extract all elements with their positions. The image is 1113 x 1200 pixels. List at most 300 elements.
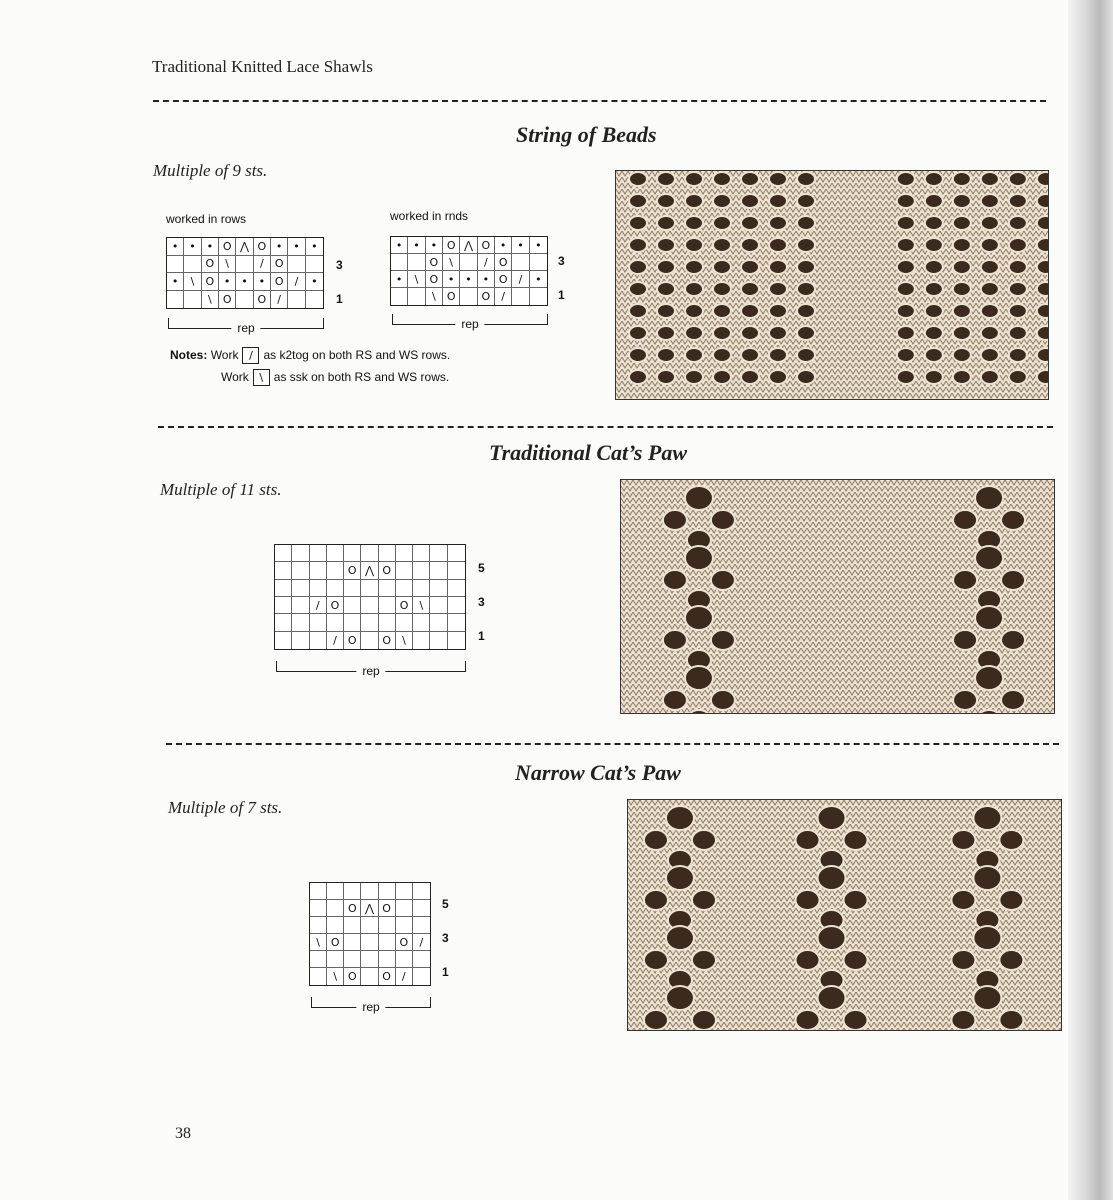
chart-cell: O [327,934,344,951]
eyelet-hole [973,926,1001,950]
chart-cell [306,256,323,274]
eyelet-hole [999,950,1023,970]
eyelet-hole [685,172,703,186]
eyelet-hole [975,486,1003,510]
chart-cell [275,562,292,579]
eyelet-hole [629,348,647,362]
eyelet-hole [973,866,1001,890]
chart-cell [361,917,378,934]
eyelet-hole [711,690,735,710]
chart-cell: \ [184,273,201,291]
chart-cell [413,614,430,631]
chart-cell: O [379,632,396,649]
chart-cell [361,597,378,614]
chart-cell [344,580,361,597]
eyelet-hole [1001,690,1025,710]
chart-cell: / [254,256,271,274]
chart-cell: • [288,238,305,256]
chart-cell [430,597,447,614]
eyelet-hole [953,690,977,710]
eyelet-hole [657,194,675,208]
eyelet-hole [629,172,647,186]
lace-swatch-photo [615,170,1049,400]
eyelet-hole [818,866,846,890]
chart-cell [413,900,430,917]
chart-cell: O [219,291,236,309]
eyelet-hole [657,260,675,274]
chart-cell [361,614,378,631]
eyelet-hole [797,326,815,340]
eyelet-hole [741,238,759,252]
chart-cell: O [379,968,396,985]
note-line [170,366,450,388]
stitch-multiple: Multiple of 9 sts. [153,161,268,180]
eyelet-hole [897,216,915,230]
chart-cell [327,900,344,917]
row-number: 1 [442,965,449,979]
notes-heading: Notes: [170,348,208,362]
chart-cell: O [443,288,460,305]
chart-cell: ⋀ [361,562,378,579]
chart-cell: O [396,597,413,614]
eyelet-hole [1009,216,1027,230]
chart-cell: • [167,238,184,256]
eyelet-hole [897,238,915,252]
chart-cell [396,580,413,597]
eyelet-hole [741,348,759,362]
eyelet-hole [897,282,915,296]
eyelet-hole [663,570,687,590]
chart-cell: / [288,273,305,291]
chart-cell [361,934,378,951]
eyelet-hole [953,216,971,230]
chart-cell [413,951,430,968]
eyelet-hole [769,194,787,208]
chart-cell [413,632,430,649]
chart-cell [292,632,309,649]
chart-cell [344,883,361,900]
lace-texture [628,800,1061,1030]
eyelet-hole [897,326,915,340]
eyelet-hole [1009,348,1027,362]
repeat-label: rep [455,317,484,331]
eyelet-hole [663,690,687,710]
eyelet-hole [769,326,787,340]
eyelet-hole [711,630,735,650]
eyelet-hole [981,238,999,252]
eyelet-hole [769,238,787,252]
section-divider [158,426,1053,428]
eyelet-hole [629,304,647,318]
eyelet-hole [1037,216,1048,230]
eyelet-hole [1009,172,1027,186]
note-text: as k2tog on both RS and WS rows. [263,348,451,362]
chart-cell [448,545,465,562]
chart-cell [379,614,396,631]
chart-cell [292,614,309,631]
eyelet-hole [925,282,943,296]
chart-cell [396,951,413,968]
chart-label: worked in rnds [390,209,469,223]
repeat-bracket [168,318,324,335]
eyelet-hole [1037,238,1048,252]
chart-cell [184,256,201,274]
eyelet-hole [1037,282,1048,296]
chart-cell [344,614,361,631]
chart-cell [310,614,327,631]
eyelet-hole [769,172,787,186]
section-divider [153,100,1046,102]
chart-cell: O [254,291,271,309]
eyelet-hole [925,348,943,362]
chart-cell: \ [327,968,344,985]
eyelet-hole [925,326,943,340]
row-number: 3 [336,258,343,272]
eyelet-hole [629,216,647,230]
eyelet-hole [685,216,703,230]
eyelet-hole [975,666,1003,690]
chart-cell [379,545,396,562]
eyelet-hole [1037,370,1048,384]
chart-cell: O [495,271,512,288]
eyelet-hole [981,370,999,384]
eyelet-hole [975,606,1003,630]
k2tog-symbol-icon: / [242,347,259,364]
eyelet-hole [844,1010,868,1030]
eyelet-hole [953,510,977,530]
chart-cell [288,291,305,309]
chart-cell: • [495,237,512,254]
section-title: String of Beads [516,122,657,147]
chart-cell [327,545,344,562]
repeat-bracket [311,997,431,1014]
eyelet-hole [685,282,703,296]
chart-cell: O [426,254,443,271]
chart-cell [430,562,447,579]
eyelet-hole [796,1010,820,1030]
eyelet-hole [797,282,815,296]
chart-cell: • [306,238,323,256]
chart-cell: \ [413,597,430,614]
chart-cell: O [219,238,236,256]
chart-cell [306,291,323,309]
eyelet-hole [741,304,759,318]
chart-cell [379,917,396,934]
eyelet-hole [1009,282,1027,296]
stitch-multiple: Multiple of 7 sts. [168,798,283,817]
chart-cell [310,900,327,917]
chart-cell [448,580,465,597]
chart-cell: • [167,273,184,291]
eyelet-hole [713,216,731,230]
eyelet-hole [741,260,759,274]
chart-cell: ⋀ [460,237,477,254]
chart-cell [344,951,361,968]
chart-cell: \ [219,256,236,274]
chart-cell [236,291,253,309]
chart-cell [361,545,378,562]
chart-cell [344,917,361,934]
chart-cell: O [271,256,288,274]
eyelet-hole [844,950,868,970]
eyelet-hole [629,370,647,384]
eyelet-hole [713,172,731,186]
chart-cell [460,254,477,271]
chart-cell [448,597,465,614]
eyelet-hole [981,194,999,208]
eyelet-hole [797,238,815,252]
eyelet-hole [657,304,675,318]
chart-cell: / [327,632,344,649]
chart-cell [361,968,378,985]
eyelet-hole [951,890,975,910]
chart-notes [170,344,450,388]
chart-cell: • [408,237,425,254]
chart-cell [379,934,396,951]
eyelet-hole [657,172,675,186]
chart-cell: • [460,271,477,288]
chart-cell [448,632,465,649]
eyelet-hole [1009,260,1027,274]
chart-cell [361,580,378,597]
chart-cell [448,614,465,631]
eyelet-hole [685,370,703,384]
chart-cell: O [443,237,460,254]
chart-cell [327,614,344,631]
chart-cell: O [344,968,361,985]
chart-cell: \ [310,934,327,951]
chart-cell: • [512,237,529,254]
eyelet-hole [1037,326,1048,340]
row-number: 5 [442,897,449,911]
eyelet-hole [797,304,815,318]
eyelet-hole [666,926,694,950]
chart-cell [327,580,344,597]
eyelet-hole [629,194,647,208]
chart-cell [167,291,184,309]
chart-cell [310,580,327,597]
eyelet-hole [797,216,815,230]
eyelet-hole [981,282,999,296]
chart-cell: • [219,273,236,291]
eyelet-hole [1009,370,1027,384]
eyelet-hole [685,546,713,570]
eyelet-hole [796,830,820,850]
eyelet-hole [981,216,999,230]
chart-cell: O [344,632,361,649]
chart-cell: / [478,254,495,271]
chart-cell: O [379,562,396,579]
page-number: 38 [175,1125,191,1142]
chart-cell: / [396,968,413,985]
chart-cell [512,254,529,271]
chart-cell: • [478,271,495,288]
eyelet-hole [713,304,731,318]
chart-cell [413,545,430,562]
chart-cell [413,917,430,934]
eyelet-hole [1037,304,1048,318]
eyelet-hole [953,570,977,590]
eyelet-hole [769,370,787,384]
eyelet-hole [741,216,759,230]
eyelet-hole [1009,304,1027,318]
row-number: 3 [478,595,485,609]
chart-cell [430,545,447,562]
chart-cell [460,288,477,305]
chart-cell [310,883,327,900]
chart-cell [292,597,309,614]
chart-cell [430,580,447,597]
chart-cell: • [236,273,253,291]
chart-cell: • [426,237,443,254]
lace-swatch-photo [620,479,1055,714]
chart-cell: \ [426,288,443,305]
chart-cell: O [344,900,361,917]
chart-cell: O [254,238,271,256]
chart-cell [236,256,253,274]
stitch-multiple: Multiple of 11 sts. [160,480,282,499]
chart-cell [396,900,413,917]
eyelet-hole [685,666,713,690]
lace-swatch-photo [627,799,1062,1031]
chart-cell [391,288,408,305]
chart-cell: • [202,238,219,256]
chart-cell [408,288,425,305]
chart-cell: O [426,271,443,288]
chart-cell [275,545,292,562]
eyelet-hole [953,238,971,252]
row-number: 3 [558,254,565,268]
eyelet-hole [769,216,787,230]
eyelet-hole [953,260,971,274]
eyelet-hole [741,194,759,208]
eyelet-hole [685,326,703,340]
eyelet-hole [685,348,703,362]
eyelet-hole [797,172,815,186]
eyelet-hole [796,890,820,910]
row-number: 1 [478,629,485,643]
eyelet-hole [713,370,731,384]
eyelet-hole [897,304,915,318]
eyelet-hole [713,260,731,274]
eyelet-hole [844,830,868,850]
eyelet-hole [741,172,759,186]
eyelet-hole [925,194,943,208]
eyelet-hole [844,890,868,910]
chart-cell [379,951,396,968]
chart-cell: / [512,271,529,288]
chart-cell: • [306,273,323,291]
eyelet-hole [797,260,815,274]
chart-cell [292,580,309,597]
chart-cell: • [254,273,271,291]
chart-cell [512,288,529,305]
eyelet-hole [1001,510,1025,530]
chart-cell [275,614,292,631]
eyelet-hole [644,950,668,970]
eyelet-hole [769,282,787,296]
running-head: Traditional Knitted Lace Shawls [152,57,373,76]
eyelet-hole [713,238,731,252]
eyelet-hole [797,348,815,362]
chart-cell [379,580,396,597]
chart-cell [413,580,430,597]
chart-cell: \ [396,632,413,649]
chart-cell: \ [202,291,219,309]
eyelet-hole [797,194,815,208]
chart-cell [396,545,413,562]
eyelet-hole [818,806,846,830]
eyelet-hole [818,926,846,950]
eyelet-hole [685,606,713,630]
chart-cell [379,883,396,900]
eyelet-hole [953,282,971,296]
chart-cell [408,254,425,271]
eyelet-hole [897,370,915,384]
eyelet-hole [925,304,943,318]
ssk-symbol-icon: \ [253,369,270,386]
chart-cell: O [495,254,512,271]
eyelet-hole [925,260,943,274]
chart-cell [413,883,430,900]
eyelet-hole [999,890,1023,910]
eyelet-hole [657,370,675,384]
chart-cell [327,883,344,900]
eyelet-hole [953,326,971,340]
eyelet-hole [666,806,694,830]
chart-cell [448,562,465,579]
eyelet-hole [713,282,731,296]
chart-cell [530,254,547,271]
eyelet-hole [657,326,675,340]
chart-cell: / [495,288,512,305]
eyelet-hole [644,1010,668,1030]
row-number: 1 [558,288,565,302]
eyelet-hole [1001,570,1025,590]
note-line [170,344,450,366]
eyelet-hole [663,630,687,650]
chart-cell [430,632,447,649]
eyelet-hole [769,304,787,318]
eyelet-hole [818,986,846,1010]
row-number: 5 [478,561,485,575]
eyelet-hole [657,238,675,252]
eyelet-hole [981,348,999,362]
chart-cell [361,632,378,649]
eyelet-hole [629,282,647,296]
eyelet-hole [897,172,915,186]
eyelet-hole [999,830,1023,850]
eyelet-hole [953,304,971,318]
eyelet-hole [953,194,971,208]
eyelet-hole [685,194,703,208]
knitting-chart [274,544,466,650]
chart-cell [391,254,408,271]
eyelet-hole [981,326,999,340]
chart-cell: / [310,597,327,614]
eyelet-hole [657,216,675,230]
chart-cell [275,632,292,649]
eyelet-hole [713,348,731,362]
knitting-chart [309,882,431,986]
repeat-label: rep [231,321,260,335]
eyelet-hole [953,348,971,362]
chart-cell: / [413,934,430,951]
eyelet-hole [741,282,759,296]
eyelet-hole [797,370,815,384]
eyelet-hole [692,950,716,970]
chart-cell [344,545,361,562]
